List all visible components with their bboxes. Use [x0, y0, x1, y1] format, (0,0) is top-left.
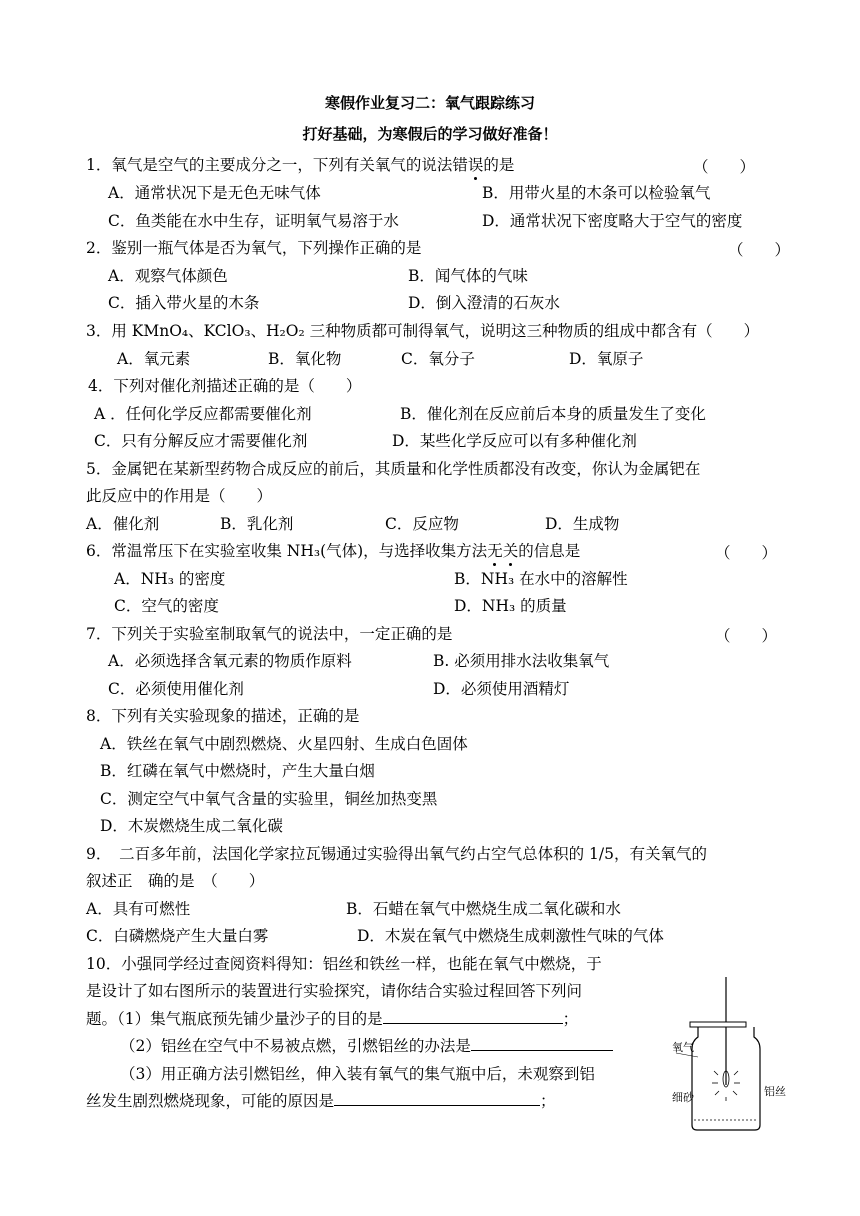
label-wire: 铝丝: [764, 1085, 786, 1098]
q1-option-c: C．鱼类能在水中生存，证明氧气易溶于水: [108, 212, 399, 230]
q3-option-c: C．氧分子: [401, 350, 475, 368]
question-10-line-5: （3）用正确方法引燃铝丝，伸入装有氧气的集气瓶中后，未观察到铝: [120, 1065, 595, 1083]
question-10-line-4: （2）铝丝在空气中不易被点燃，引燃铝丝的办法是: [120, 1036, 613, 1056]
q7-option-b: B. 必须用排水法收集氧气: [433, 652, 610, 670]
q5-option-d: D．生成物: [545, 515, 620, 533]
question-5-stem-line-1: 5．金属钯在某新型药物合成反应的前后，其质量和化学性质都没有改变，你认为金属钯在: [86, 460, 701, 478]
question-6-stem: 6．常温常压下在实验室收集 NH₃(气体)，与选择收集方法无关的信息是: [86, 542, 581, 560]
answer-parentheses: （ ）: [715, 627, 778, 645]
page-title: 寒假作业复习二：氧气跟踪练习: [324, 94, 535, 112]
glass-lid: [690, 1022, 746, 1027]
answer-blank-3[interactable]: [334, 1091, 540, 1106]
answer-parentheses: （ ）: [728, 241, 791, 259]
q4-option-c: C．只有分解反应才需要催化剂: [94, 432, 308, 450]
q4-option-b: B．催化剂在反应前后本身的质量发生了变化: [400, 405, 706, 423]
q5-option-c: C．反应物: [385, 515, 459, 533]
q9-option-b: B．石蜡在氧气中燃烧生成二氧化碳和水: [346, 900, 621, 918]
q2-option-a: A．观察气体颜色: [108, 267, 228, 285]
answer-blank-2[interactable]: [471, 1036, 613, 1051]
q6-option-d: D．NH₃ 的质量: [454, 597, 567, 615]
label-oxygen: 氧气: [672, 1041, 694, 1054]
q4-option-d: D．某些化学反应可以有多种催化剂: [392, 432, 637, 450]
question-9-stem-line-2: 叙述正 确的是 （ ）: [86, 872, 265, 890]
emphasis-dot-char: 关: [502, 542, 519, 560]
page-subtitle: 打好基础，为寒假后的学习做好准备！: [302, 125, 558, 143]
question-1-stem: 1．氧气是空气的主要成分之一，下列有关氧气的说法错误的是: [86, 156, 515, 174]
q7-option-c: C．必须使用催化剂: [108, 680, 244, 698]
q9-option-d: D．木炭在氧气中燃烧生成刺激性气味的气体: [357, 927, 664, 945]
q2-option-d: D．倒入澄清的石灰水: [408, 294, 560, 312]
q2-option-c: C．插入带火星的木条: [108, 294, 260, 312]
question-2-stem: 2．鉴别一瓶气体是否为氧气，下列操作正确的是: [86, 239, 422, 257]
q1-option-b: B．用带火星的木条可以检验氧气: [482, 184, 711, 202]
question-10-line-3: 题。（1）集气瓶底预先铺少量沙子的目的是 ；: [86, 1010, 579, 1028]
q1-option-a: A．通常状况下是无色无味气体: [108, 184, 321, 202]
q3-option-a: A．氧元素: [117, 350, 191, 368]
question-4-stem: 4．下列对催化剂描述正确的是（ ）: [88, 377, 362, 395]
q8-option-b: B．红磷在氧气中燃烧时，产生大量白烟: [100, 762, 375, 780]
q5-option-a: A．催化剂: [86, 515, 160, 533]
q8-option-a: A．铁丝在氧气中剧烈燃烧、火星四射、生成白色固体: [100, 735, 468, 753]
gas-jar-apparatus-figure: [668, 975, 798, 1135]
q9-option-c: C．白磷燃烧产生大量白雾: [86, 927, 269, 945]
emphasis-dot-char: 无: [487, 542, 503, 560]
question-10-line-6: 丝发生剧烈燃烧现象，可能的原因是 ；: [86, 1092, 556, 1110]
q6-option-a: A．NH₃ 的密度: [114, 570, 226, 588]
label-sand: 细砂: [672, 1091, 694, 1104]
question-10-line-1: 10．小强同学经过查阅资料得知：铝丝和铁丝一样，也能在氧气中燃烧，于: [86, 955, 602, 973]
question-3-stem: 3．用 KMnO₄、KClO₃、H₂O₂ 三种物质都可制得氧气，说明这三种物质的组成中都含有（ ）: [86, 322, 760, 340]
answer-parentheses: （ ）: [715, 544, 778, 562]
answer-blank-1[interactable]: [383, 1009, 563, 1024]
q2-option-b: B．闻气体的气味: [408, 267, 528, 285]
q6-option-b: B．NH₃ 在水中的溶解性: [454, 570, 628, 588]
q8-option-c: C．测定空气中氧气含量的实验里，铜丝加热变黑: [100, 790, 438, 808]
question-8-stem: 8．下列有关实验现象的描述，正确的是: [86, 707, 360, 725]
q8-option-d: D．木炭燃烧生成二氧化碳: [100, 817, 283, 835]
emphasis-dot-char: 误: [467, 156, 484, 174]
question-9-stem-line-1: 9． 二百多年前，法国化学家拉瓦锡通过实验得出氧气约占空气总体积的 1/5，有关氧气的: [86, 845, 707, 863]
q7-option-d: D．必须使用酒精灯: [433, 680, 570, 698]
q9-option-a: A．具有可燃性: [86, 900, 191, 918]
q3-option-d: D．氧原子: [569, 350, 644, 368]
q4-option-a: A ．任何化学反应都需要催化剂: [94, 405, 312, 423]
question-5-stem-line-2: 此反应中的作用是（ ）: [86, 487, 273, 505]
q3-option-b: B．氧化物: [268, 350, 342, 368]
question-10-line-2: 是设计了如右图所示的装置进行实验探究，请你结合实验过程回答下列问: [86, 982, 583, 1000]
question-7-stem: 7．下列关于实验室制取氧气的说法中，一定正确的是: [86, 625, 453, 643]
answer-parentheses: （ ）: [693, 158, 756, 176]
q6-option-c: C．空气的密度: [114, 597, 219, 615]
q1-option-d: D．通常状况下密度略大于空气的密度: [482, 212, 743, 230]
q5-option-b: B．乳化剂: [220, 515, 294, 533]
q7-option-a: A．必须选择含氧元素的物质作原料: [108, 652, 352, 670]
